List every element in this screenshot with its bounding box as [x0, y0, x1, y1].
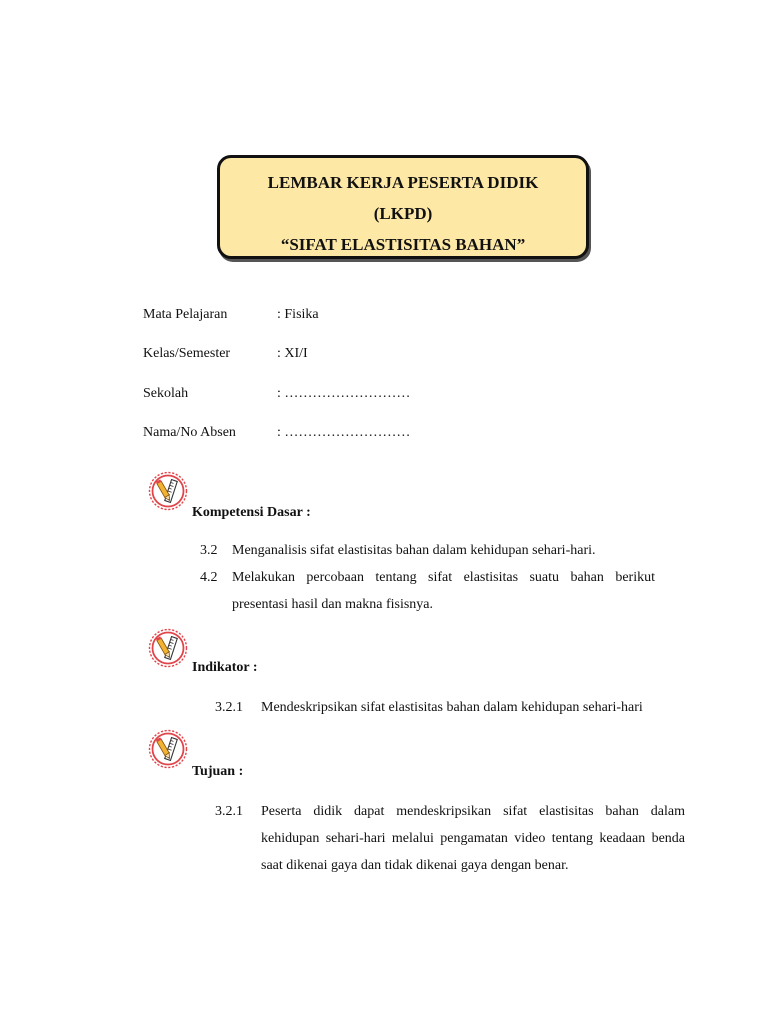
item-text: Mendeskripsikan sifat elastisitas bahan dalam kehidupan sehari-hari [261, 700, 643, 715]
section-heading-indikator: Indikator : [192, 660, 258, 675]
info-label: Kelas/Semester [143, 346, 231, 361]
info-label: Mata Pelajaran [143, 307, 228, 322]
item-text: Menganalisis sifat elastisitas bahan dalam kehidupan sehari-hari. [232, 543, 596, 558]
info-value: : ……………………… [277, 386, 411, 401]
item-text: Peserta didik dapat mendeskripsikan sifat elastisitas bahan dalam kehidupan sehari-hari melalui pengamatan video tentang keadaan benda saat dikenai gaya dan tidak dikenai gaya dengan benar. [261, 804, 685, 873]
item-number: 3.2.1 [215, 804, 243, 819]
title-line-3: “SIFAT ELASTISITAS BAHAN” [280, 235, 526, 254]
item-text: Melakukan percobaan tentang sifat elastisitas suatu bahan berikut presentasi hasil dan makna fisisnya. [232, 570, 655, 612]
info-label: Nama/No Absen [143, 425, 236, 440]
pencil-ruler-badge-icon [148, 729, 188, 769]
pencil-ruler-badge-icon [148, 628, 188, 668]
title-line-2: (LKPD) [373, 204, 433, 223]
info-value: : XI/I [277, 346, 308, 361]
item-number: 3.2 [200, 543, 218, 558]
item-number: 4.2 [200, 570, 218, 585]
item-number: 3.2.1 [215, 700, 243, 715]
title-line-1: LEMBAR KERJA PESERTA DIDIK [267, 173, 539, 192]
pencil-ruler-badge-icon [148, 471, 188, 511]
info-value: : ……………………… [277, 425, 411, 440]
title-box [217, 155, 589, 259]
info-value: : Fisika [277, 307, 319, 322]
info-label: Sekolah [143, 386, 189, 401]
section-heading-tujuan: Tujuan : [192, 764, 244, 779]
section-heading-kompetensi-dasar: Kompetensi Dasar : [192, 505, 311, 520]
